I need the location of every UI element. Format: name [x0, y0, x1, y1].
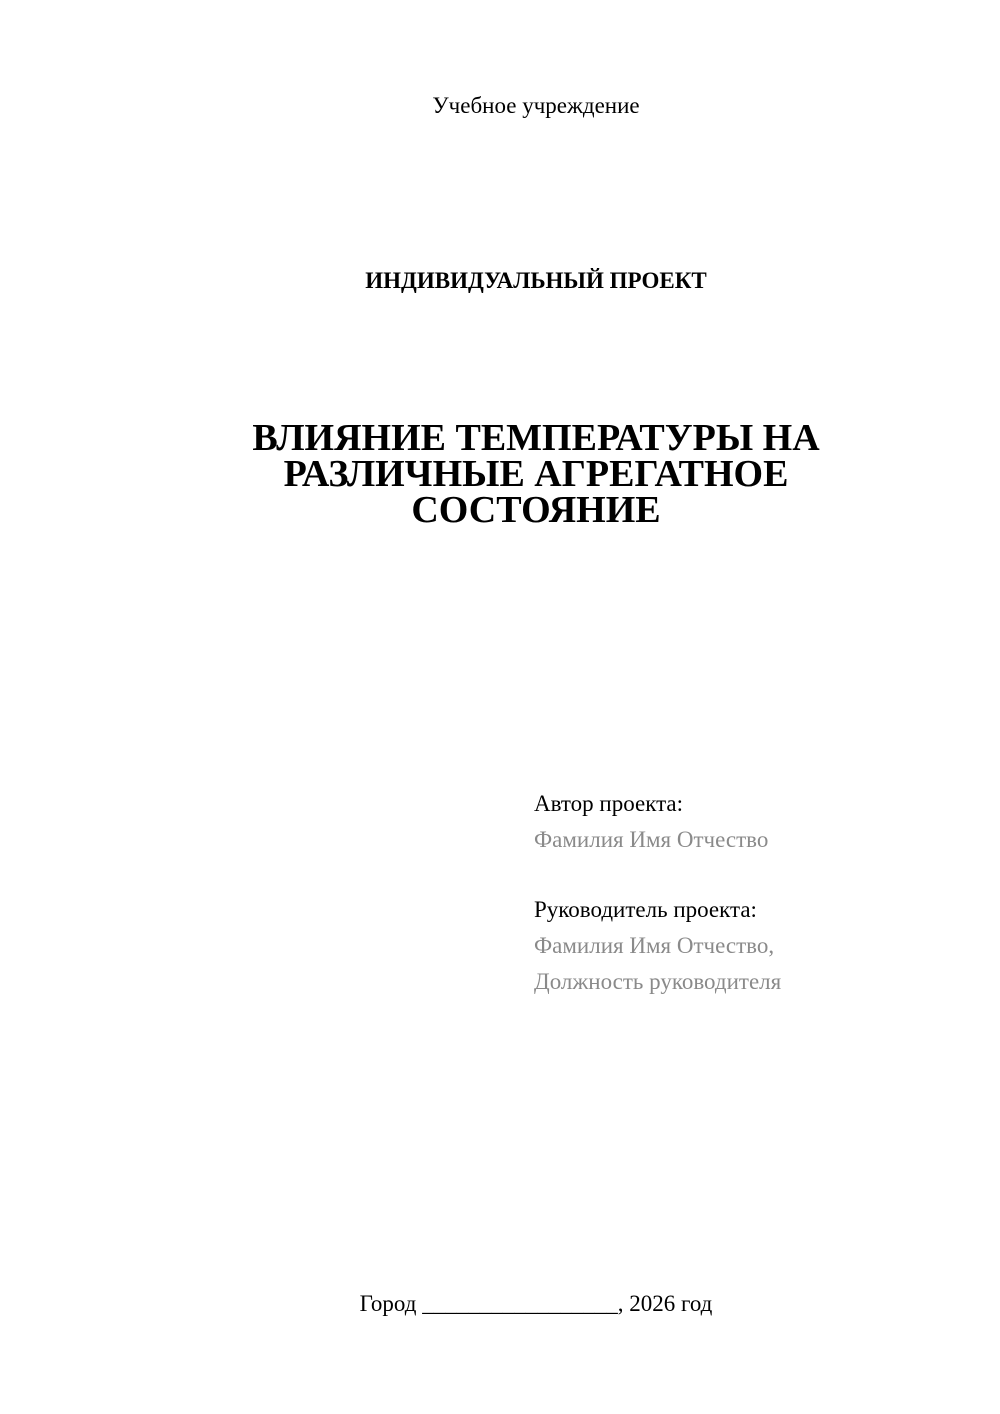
project-title-line-1: ВЛИЯНИЕ ТЕМПЕРАТУРЫ НА — [252, 417, 820, 459]
author-block — [534, 786, 974, 858]
author-label: Автор проекта: — [534, 791, 683, 816]
supervisor-position: Должность руководителя — [534, 969, 782, 994]
supervisor-label: Руководитель проекта: — [534, 897, 757, 922]
author-name: Фамилия Имя Отчество — [534, 827, 769, 852]
supervisor-block — [534, 892, 974, 1000]
project-title — [236, 417, 836, 531]
document-type: ИНДИВИДУАЛЬНЫЙ ПРОЕКТ — [365, 268, 707, 293]
city-year-footer: Город _________________, 2026 год — [359, 1291, 713, 1316]
project-title-line-2: РАЗЛИЧНЫЕ АГРЕГАТНОЕ — [283, 453, 789, 495]
project-title-line-3: СОСТОЯНИЕ — [411, 489, 661, 531]
institution-name: Учебное учреждение — [432, 93, 640, 118]
supervisor-name: Фамилия Имя Отчество, — [534, 933, 775, 958]
